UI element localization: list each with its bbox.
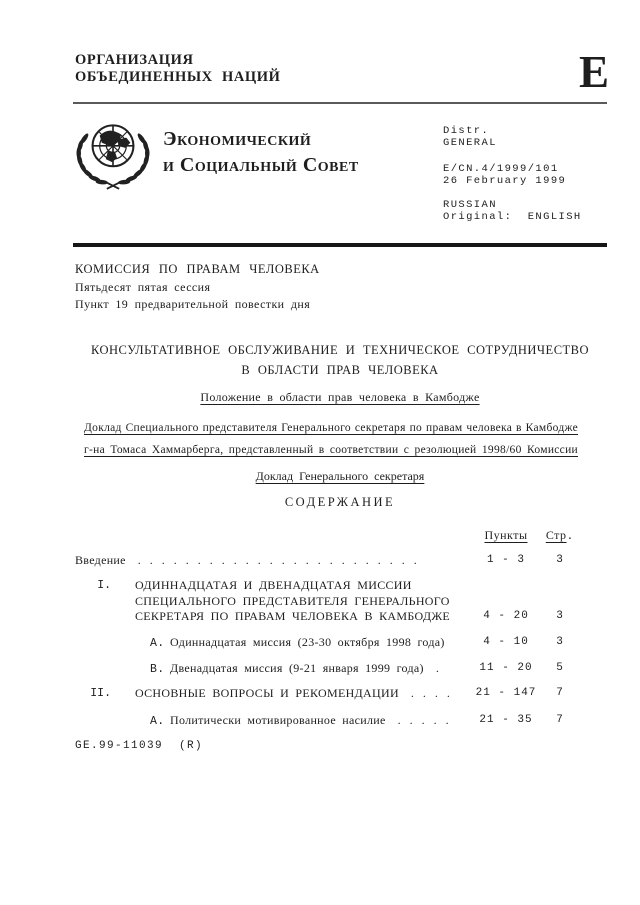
toc-entry-paragraphs: 21 - 35 (479, 714, 533, 726)
toc-entry-numeral: II. (90, 687, 111, 700)
council-title (163, 127, 359, 178)
agenda-item: Пункт 19 предварительной повестки дня (75, 297, 311, 311)
toc-entry-page: 7 (556, 687, 564, 699)
report-title (84, 417, 578, 461)
leader-dots: . (435, 661, 440, 675)
toc-row-section-2a (75, 713, 575, 730)
toc-row-section-1b (75, 661, 575, 678)
toc-entry-label: ОСНОВНЫЕ ВОПРОСЫ И РЕКОМЕНДАЦИИ (135, 686, 399, 700)
main-title-line2: В ОБЛАСТИ ПРАВ ЧЕЛОВЕКА (241, 362, 439, 377)
original-language: Original: ENGLISH (443, 210, 582, 223)
un-emblem-icon (68, 118, 158, 190)
toc-entry-label: Введение (75, 553, 126, 567)
toc-entry-page: 3 (556, 636, 564, 648)
document-series-letter: E (579, 47, 610, 97)
document-symbol: E/CN.4/1999/101 (443, 163, 559, 175)
toc-entry-paragraphs: 21 - 147 (475, 687, 537, 699)
toc-entry-letter: B. (150, 663, 165, 676)
subtitle: Положение в области прав человека в Камбодже (200, 390, 480, 404)
toc-entry-letter: A. (150, 715, 165, 728)
toc-entry-page: 3 (556, 554, 564, 566)
council-title-line2: и Социальный Совет (163, 153, 359, 176)
toc-entry-page: 5 (556, 662, 564, 674)
report-title-line1: Доклад Специального представителя Генерального секретаря по правам человека в Камбодже (84, 422, 578, 434)
toc-entry-line: ОДИННАДЦАТАЯ И ДВЕНАДЦАТАЯ МИССИИ (135, 578, 412, 592)
toc-row-section-1 (75, 578, 575, 625)
commission-name: КОМИССИЯ ПО ПРАВАМ ЧЕЛОВЕКА (75, 262, 320, 276)
leader-dots: . . . . . (397, 713, 450, 727)
masthead-divider-thick (73, 243, 607, 247)
toc-column-headers (75, 528, 575, 546)
main-title-line1: КОНСУЛЬТАТИВНОЕ ОБСЛУЖИВАНИЕ И ТЕХНИЧЕСКОЕ СОТРУДНИЧЕСТВО (90, 343, 590, 357)
contents-heading: СОДЕРЖАНИЕ (284, 495, 396, 509)
session-block (75, 261, 320, 314)
report-title-line2: г-на Томаса Хаммарберга, представленный в соответствии с резолюцией 1998/60 Комиссии (84, 444, 578, 456)
toc-entry-label: Одиннадцатая миссия (23-30 октября 1998 года) (170, 635, 445, 649)
document-reference: GE.99-11039 (R) (75, 740, 204, 752)
toc-entry-label: Двенадцатая миссия (9-21 января 1999 года) (170, 661, 424, 675)
toc-col-page: Стр. (545, 528, 575, 543)
toc-entry-line: СЕКРЕТАРЯ ПО ПРАВАМ ЧЕЛОВЕКА В КАМБОДЖЕ (135, 609, 451, 623)
toc-entry-page: 7 (556, 714, 564, 726)
toc-entry-paragraphs: 4 - 10 (483, 636, 529, 648)
distr-label: Distr. (443, 125, 490, 137)
toc-entry-label: Политически мотивированное насилие (170, 713, 386, 727)
toc-row-introduction (75, 553, 575, 569)
council-title-line1: Экономический (163, 128, 312, 150)
org-name-line2: ОБЪЕДИНЕННЫХ НАЦИЙ (75, 69, 281, 85)
header-divider-thin (73, 102, 607, 104)
toc-entry-paragraphs: 11 - 20 (479, 662, 533, 674)
toc-entry-paragraphs: 4 - 20 (483, 610, 529, 622)
toc-entry-paragraphs: 1 - 3 (486, 554, 525, 566)
report-by: Доклад Генерального секретаря (255, 469, 425, 483)
toc-entry-line: СПЕЦИАЛЬНОГО ПРЕДСТАВИТЕЛЯ ГЕНЕРАЛЬНОГО (135, 593, 450, 608)
toc-entry-numeral: I. (97, 579, 111, 592)
language-label: RUSSIAN (443, 199, 497, 211)
distribution-block (443, 126, 582, 223)
org-name (75, 52, 281, 86)
leader-dots: . . . . (410, 686, 451, 700)
leader-dots: . . . . . . . . . . . . . . . . . . . . . . . . (137, 553, 418, 567)
main-title (73, 341, 607, 380)
org-name-line1: ОРГАНИЗАЦИЯ (75, 52, 194, 68)
document-date: 26 February 1999 (443, 174, 567, 187)
session-number: Пятьдесят пятая сессия (75, 279, 211, 294)
toc-row-section-2 (75, 686, 575, 702)
toc-row-section-1a (75, 635, 575, 652)
toc-col-paragraphs: Пункты (484, 528, 528, 542)
toc-entry-page: 3 (556, 610, 564, 622)
distr-value: GENERAL (443, 136, 497, 149)
toc-entry-letter: A. (150, 637, 165, 650)
